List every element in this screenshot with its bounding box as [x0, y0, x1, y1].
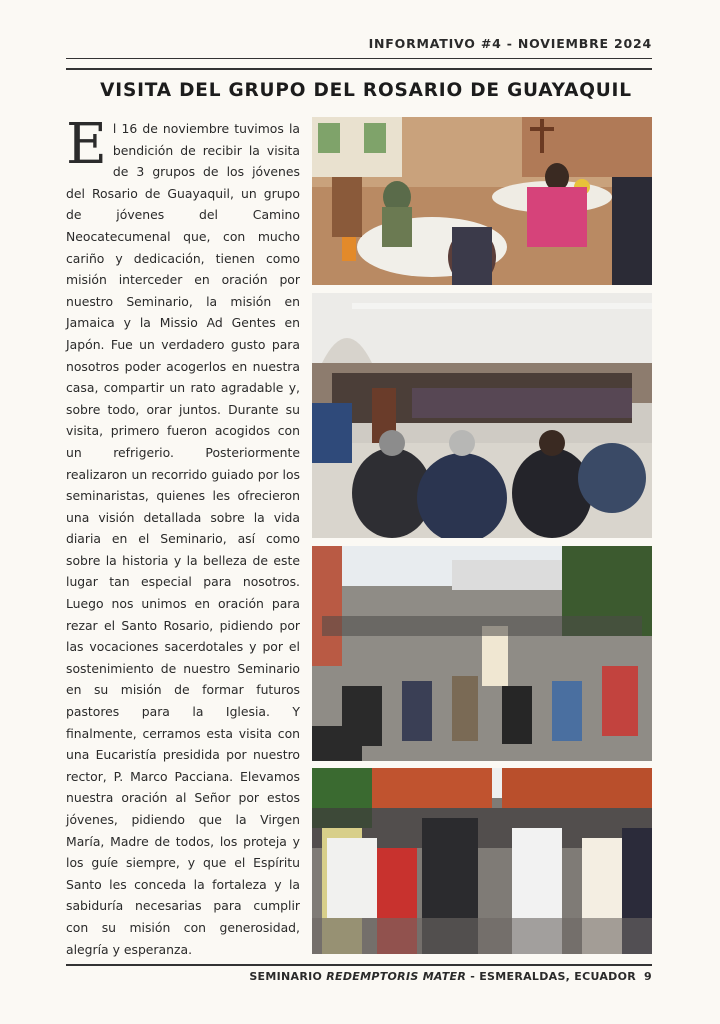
issue-header: INFORMATIVO #4 - NOVIEMBRE 2024 — [368, 36, 652, 51]
header-rule-top — [66, 58, 652, 59]
photo-dining-hall — [312, 117, 652, 285]
photo-crowd — [312, 768, 652, 954]
photo-courtyard — [312, 546, 652, 761]
page-number: 9 — [644, 970, 652, 983]
article-body-text: l 16 de noviembre tuvimos la bendición de recibir la visita de 3 grupos de los jóvenes del Rosario de Guayaquil, un grupo de jóvenes del Camino Neocatecumenal que, con mucho cariño y dedicación, tienen como misión interceder en oración por nuestro Seminario, la misión en Jamaica y la Missio Ad Gentes en Japón. Fue un verdadero gusto para nosotros poder acogerlos en nuestra casa, compartir un rato agradable y, sobre todo, orar juntos. Durante su visita, primero fueron acogidos con un refrigerio. Posteriormente realizaron un recorrido guiado por los seminaristas, quienes les ofrecieron una visión detallada sobre la vida diaria en el Seminario, así como sobre la historia y la belleza de este lugar tan especial para nosotros. Luego nos unimos en oración para rezar el Santo Rosario, pidiendo por las vocaciones sacerdotales y por el sostenimiento de nuestro Seminario en su misión de formar futuros pastores para la Iglesia. Y finalmente, cerramos esta visita con una Eucaristía presidida por nuestro rector, P. Marco Pacciana. Elevamos nuestra oración al Señor por estos jóvenes, pidiendo que la Virgen María, Madre de todos, los proteja y los guíe siempre, y que el Espíritu Santo les conceda la fortaleza y la sabiduría necesarias para cumplir con su misión con generosidad, alegría y esperanza. — [66, 121, 300, 957]
footer-rule — [66, 964, 652, 966]
footer-prefix: SEMINARIO — [249, 970, 327, 983]
footer-seminary-name: REDEMPTORIS MATER — [326, 970, 467, 983]
article-body — [66, 112, 300, 960]
footer-location: - ESMERALDAS, ECUADOR — [466, 970, 637, 983]
header-rule-bottom — [66, 68, 652, 70]
page-footer — [66, 970, 652, 983]
photo-gathering-hall — [312, 293, 652, 538]
drop-cap: E — [66, 112, 107, 177]
article-title: VISITA DEL GRUPO DEL ROSARIO DE GUAYAQUIL — [100, 80, 632, 101]
